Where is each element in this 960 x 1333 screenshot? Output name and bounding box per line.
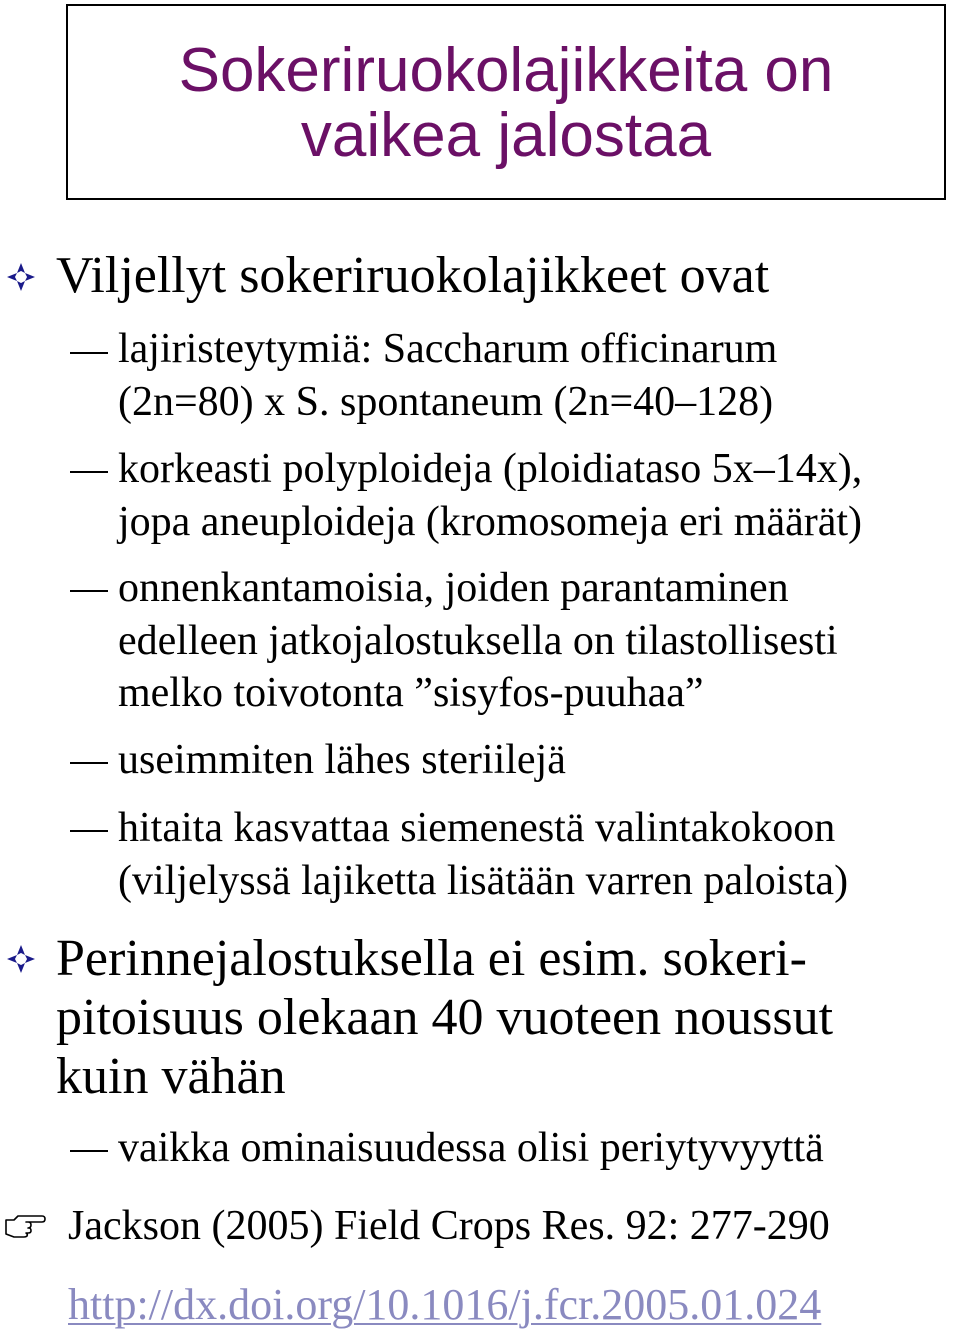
dash-marker	[70, 590, 108, 592]
sub-1-line-2: (2n=80) x S. spontaneum (2n=40–128)	[118, 379, 774, 425]
bullet-2-line-1: Perinnejalostuksella ei esim. sokeri-	[56, 930, 807, 987]
bullet-1-text: Viljellyt sokeriruokolajikkeet ovat	[56, 247, 770, 304]
doi-link[interactable]: http://dx.doi.org/10.1016/j.fcr.2005.01.024	[68, 1280, 822, 1329]
slide-title-line-1: Sokeriruokolajikkeita on	[178, 36, 834, 105]
sub-6-line-1: vaikka ominaisuudessa olisi periytyvyyttä	[118, 1125, 824, 1171]
title-box	[66, 4, 946, 200]
dash-marker	[70, 830, 108, 832]
sub-2-line-1: korkeasti polyploideja (ploidiataso 5x–14x),	[118, 446, 863, 492]
bullet-2-line-2: pitoisuus olekaan 40 vuoteen noussut	[56, 989, 834, 1046]
dash-marker	[70, 352, 108, 354]
sub-5-line-1: hitaita kasvattaa siemenestä valintakokoon	[118, 805, 836, 851]
sub-5-line-2: (viljelyssä lajiketta lisätään varren paloista)	[118, 858, 849, 904]
dash-marker	[70, 1150, 108, 1152]
diamond-bullet-icon	[6, 262, 36, 292]
sub-2-line-2: jopa aneuploideja (kromosomeja eri määrät)	[118, 499, 863, 545]
sub-4-line-1: useimmiten lähes steriilejä	[118, 737, 566, 783]
sub-3-line-3: melko toivotonta ”sisyfos-puuhaa”	[118, 670, 704, 716]
bullet-2-line-3: kuin vähän	[56, 1048, 286, 1105]
slide-title-line-2: vaikea jalostaa	[300, 101, 712, 170]
dash-marker	[70, 471, 108, 473]
sub-3-line-1: onnenkantamoisia, joiden parantaminen	[118, 565, 789, 611]
sub-1-line-1: lajiristeytymiä: Saccharum officinarum	[118, 326, 778, 372]
reference-citation: Jackson (2005) Field Crops Res. 92: 277-290	[68, 1203, 830, 1249]
sub-3-line-2: edelleen jatkojalostuksella on tilastollisesti	[118, 618, 838, 664]
dash-marker	[70, 762, 108, 764]
diamond-bullet-icon	[6, 944, 36, 974]
pointing-hand-icon	[4, 1212, 46, 1238]
